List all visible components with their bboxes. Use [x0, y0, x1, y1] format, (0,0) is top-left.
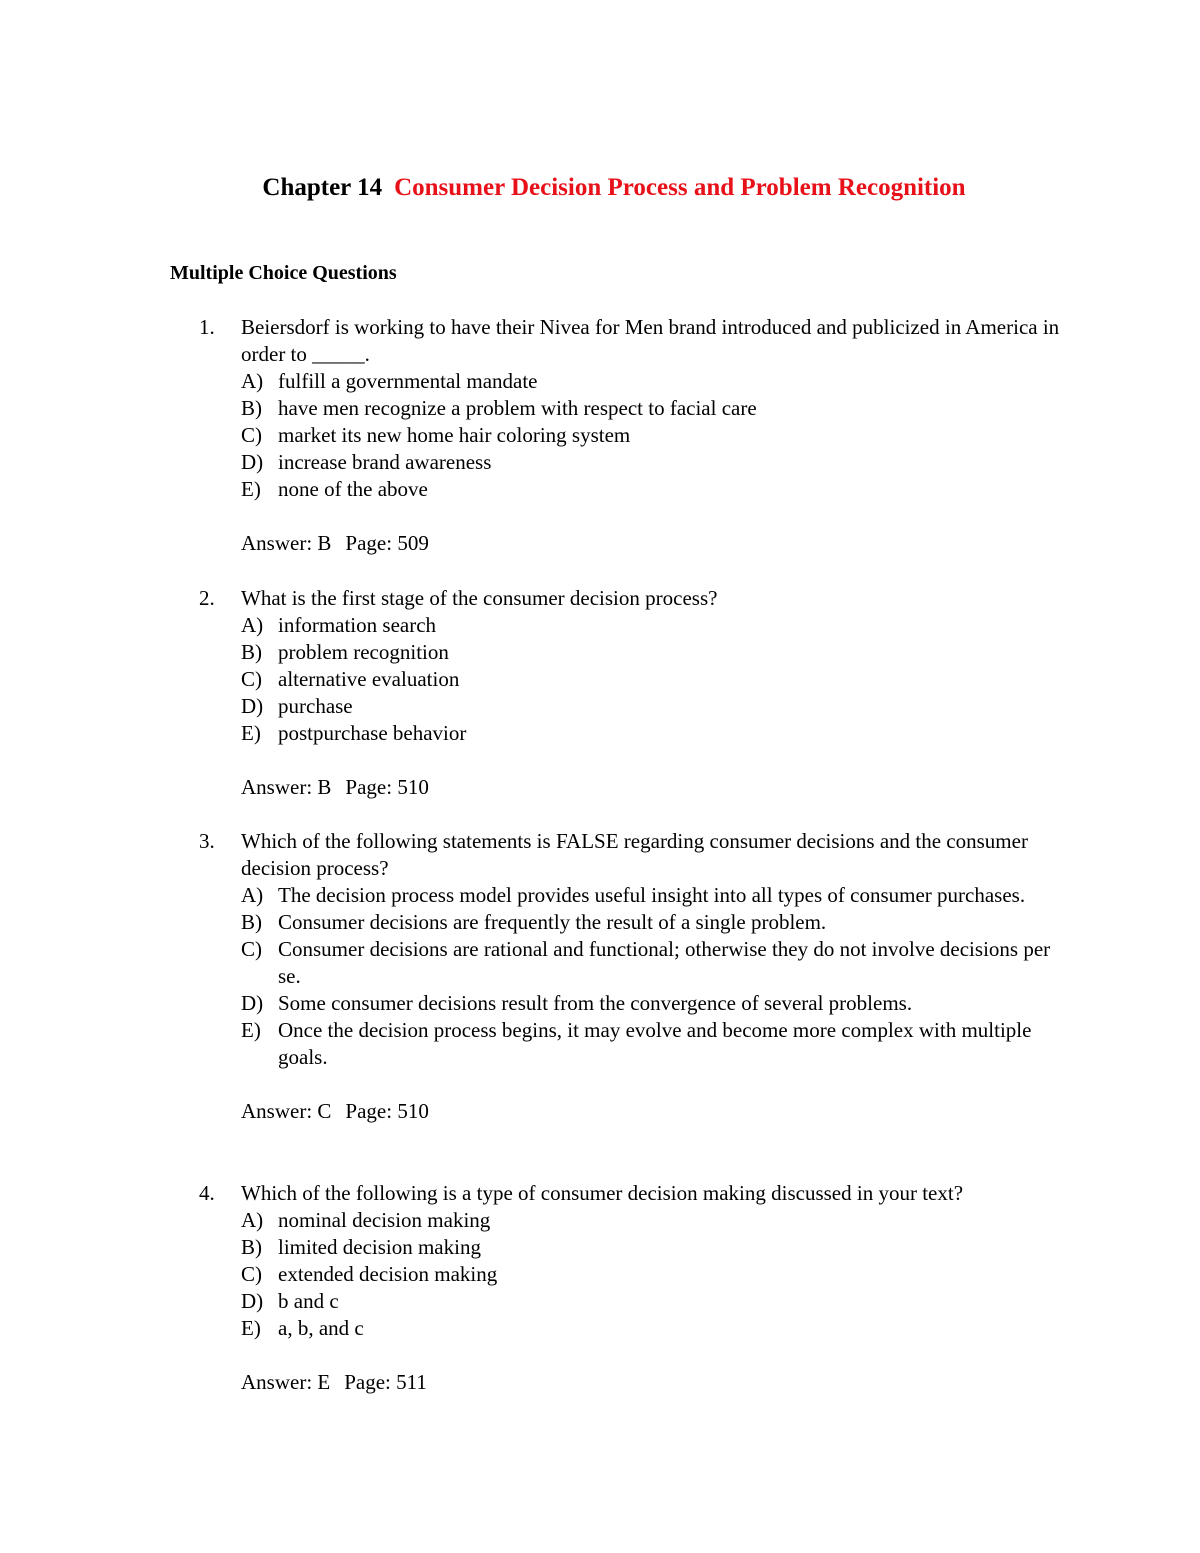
- question-stem: [199, 828, 1069, 882]
- option-c: C) alternative evaluation: [241, 667, 460, 691]
- question-4: [199, 1180, 1069, 1396]
- question-3: [199, 828, 1069, 1125]
- question-number: 4.: [199, 1181, 215, 1205]
- page-reference: Page: 511: [344, 1370, 427, 1394]
- options-list: [199, 368, 1069, 503]
- page-reference: Page: 509: [345, 531, 429, 555]
- option-a: A) The decision process model provides useful insight into all types of consumer purchases.: [241, 883, 1026, 907]
- answer-line: [199, 530, 1069, 557]
- question-stem: [199, 1180, 1069, 1207]
- question-number: 1.: [199, 315, 215, 339]
- option-e: E) postpurchase behavior: [241, 721, 467, 745]
- option-a: A) information search: [241, 613, 437, 637]
- options-list: [199, 612, 1069, 747]
- option-b: B) Consumer decisions are frequently the result of a single problem.: [241, 910, 827, 934]
- option-e: E) none of the above: [241, 477, 428, 501]
- answer-line: [199, 1098, 1069, 1125]
- question-stem: [199, 585, 1069, 612]
- answer-label: Answer: B: [241, 775, 332, 799]
- options-list: [199, 1207, 1069, 1342]
- answer-label: Answer: E: [241, 1370, 331, 1394]
- chapter-number: Chapter 14: [262, 174, 383, 201]
- question-text: Which of the following is a type of consumer decision making discussed in your text?: [241, 1181, 964, 1205]
- option-c: C) market its new home hair coloring system: [241, 423, 631, 447]
- option-b: B) have men recognize a problem with respect to facial care: [241, 396, 757, 420]
- option-a: A) fulfill a governmental mandate: [241, 369, 538, 393]
- option-d: D) increase brand awareness: [241, 450, 492, 474]
- page-reference: Page: 510: [345, 775, 429, 799]
- question-number: 3.: [199, 829, 215, 853]
- option-d: D) b and c: [241, 1289, 339, 1313]
- option-c: C) Consumer decisions are rational and functional; otherwise they do not involve decisions per se.: [241, 937, 1051, 988]
- option-e: E) Once the decision process begins, it may evolve and become more complex with multiple goals.: [241, 1018, 1032, 1069]
- option-a: A) nominal decision making: [241, 1208, 491, 1232]
- question-text: Beiersdorf is working to have their Nivea for Men brand introduced and publicized in America in order to _____.: [241, 315, 1060, 366]
- answer-line: [199, 1369, 1069, 1396]
- page-reference: Page: 510: [345, 1099, 429, 1123]
- answer-line: [199, 774, 1069, 801]
- question-1: [199, 314, 1069, 557]
- section-heading: Multiple Choice Questions: [170, 262, 397, 284]
- question-text: Which of the following statements is FALSE regarding consumer decisions and the consumer decision process?: [241, 829, 1028, 880]
- question-text: What is the first stage of the consumer decision process?: [241, 586, 718, 610]
- answer-label: Answer: B: [241, 531, 332, 555]
- answer-label: Answer: C: [241, 1099, 332, 1123]
- option-e: E) a, b, and c: [241, 1316, 364, 1340]
- options-list: [199, 882, 1069, 1071]
- chapter-topic: Consumer Decision Process and Problem Recognition: [394, 174, 966, 201]
- question-2: [199, 585, 1069, 801]
- question-stem: [199, 314, 1069, 368]
- question-number: 2.: [199, 586, 215, 610]
- option-d: D) Some consumer decisions result from the convergence of several problems.: [241, 991, 913, 1015]
- option-c: C) extended decision making: [241, 1262, 498, 1286]
- option-b: B) problem recognition: [241, 640, 449, 664]
- chapter-title: [0, 170, 1200, 206]
- option-b: B) limited decision making: [241, 1235, 481, 1259]
- option-d: D) purchase: [241, 694, 353, 718]
